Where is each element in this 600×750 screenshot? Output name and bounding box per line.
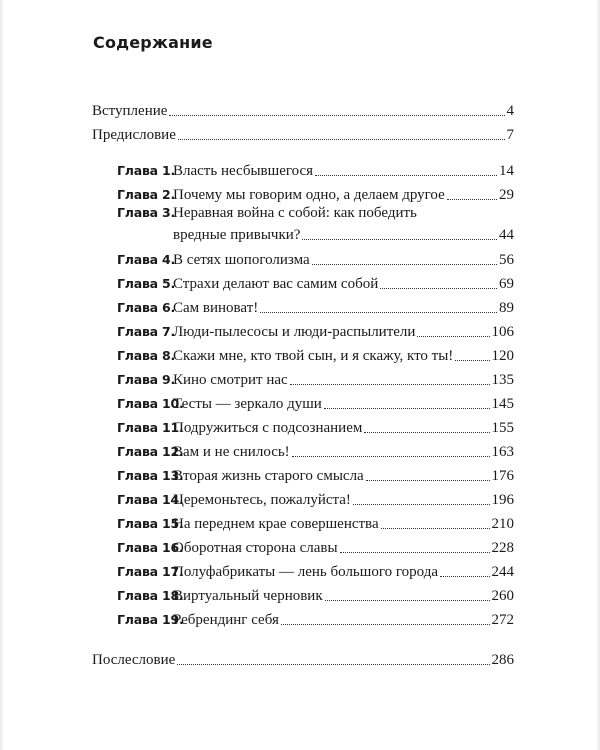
entry-page: 56: [499, 252, 514, 268]
toc-entry-chapter-3: [92, 204, 514, 245]
entry-page: 29: [499, 187, 514, 203]
chapter-title: На переднем крае совершенства: [173, 516, 379, 532]
entry-page: 89: [499, 300, 514, 316]
chapter-title: Виртуальный черновик: [173, 588, 323, 604]
toc-entry-chapter-5: [92, 269, 514, 293]
toc-entry-chapter-2: [92, 180, 514, 204]
dot-leader: [292, 456, 490, 457]
chapter-title: Почему мы говорим одно, а делаем другое: [173, 187, 445, 203]
dot-leader: [260, 312, 497, 313]
dot-leader: [455, 360, 489, 361]
chapter-label: Глава 8.: [117, 348, 176, 363]
dot-leader: [281, 624, 490, 625]
entry-page: 155: [491, 420, 514, 436]
dot-leader: [364, 432, 489, 433]
dot-leader: [290, 384, 490, 385]
dot-leader: [325, 600, 490, 601]
entry-title: Послесловие: [92, 652, 176, 668]
chapter-title: Сам виноват!: [173, 300, 259, 316]
entry-page: 44: [499, 227, 514, 243]
entry-page: 196: [491, 492, 514, 508]
chapter-title: Неравная война с собой: как победить: [173, 205, 417, 221]
dot-leader: [340, 552, 490, 553]
entry-page: 244: [491, 564, 514, 580]
chapter-title: Церемоньтесь, пожалуйста!: [173, 492, 351, 508]
entry-title: Вступление: [92, 103, 168, 119]
chapter-label: Глава 17.: [117, 564, 184, 579]
toc-entry-introduction: [92, 96, 514, 120]
toc-entry-chapter-15: [92, 509, 514, 533]
entry-page: 120: [491, 348, 514, 364]
chapter-label: Глава 7.: [117, 324, 176, 339]
entry-page: 176: [491, 468, 514, 484]
chapter-label: Глава 6.: [117, 300, 176, 315]
dot-leader: [315, 175, 497, 176]
toc-entry-chapter-16: [92, 533, 514, 557]
entry-page: 260: [491, 588, 514, 604]
toc-entry-chapter-9: [92, 365, 514, 389]
toc-entry-chapter-4: [92, 245, 514, 269]
dot-leader: [380, 288, 497, 289]
chapter-label: Глава 18.: [117, 588, 184, 603]
entry-page: 286: [491, 652, 514, 668]
toc-entry-preface: [92, 120, 514, 144]
toc-entry-chapter-13: [92, 461, 514, 485]
chapter-title: Оборотная сторона славы: [173, 540, 338, 556]
chapter-label: Глава 1.: [117, 163, 176, 178]
dot-leader: [366, 480, 490, 481]
toc-entry-chapter-17: [92, 557, 514, 581]
entry-page: 228: [491, 540, 514, 556]
entry-page: 106: [491, 324, 514, 340]
chapter-label: Глава 14.: [117, 492, 184, 507]
chapter-label: Глава 11.: [117, 420, 184, 435]
toc-entry-chapter-10: [92, 389, 514, 413]
toc-entry-chapter-18: [92, 581, 514, 605]
entry-page: 7: [506, 127, 514, 143]
dot-leader: [447, 199, 497, 200]
chapter-title: Кино смотрит нас: [173, 372, 288, 388]
entry-page: 4: [506, 103, 514, 119]
chapter-label: Глава 4.: [117, 252, 176, 267]
chapter-title: В сетях шопоголизма: [173, 252, 310, 268]
toc-entry-chapter-14: [92, 485, 514, 509]
toc-entry-chapter-7: [92, 317, 514, 341]
entry-page: 163: [491, 444, 514, 460]
dot-leader: [177, 664, 489, 665]
entry-title: Предисловие: [92, 127, 176, 143]
toc-entry-chapter-6: [92, 293, 514, 317]
entry-page: 135: [491, 372, 514, 388]
entry-page: 69: [499, 276, 514, 292]
chapter-title: Полуфабрикаты — лень большого города: [173, 564, 438, 580]
entry-page: 14: [499, 163, 514, 179]
chapter-title: Подружиться с подсознанием: [173, 420, 363, 436]
entry-page: 272: [491, 612, 514, 628]
dot-leader: [353, 504, 490, 505]
page-title: Содержание: [93, 33, 213, 52]
dot-leader: [381, 528, 490, 529]
chapter-label: Глава 10.: [117, 396, 184, 411]
chapter-title: Тесты — зеркало души: [173, 396, 322, 412]
chapter-title: Люди-пылесосы и люди-распылители: [173, 324, 416, 340]
chapter-title: Вам и не снилось!: [173, 444, 290, 460]
chapter-label: Глава 19.: [117, 612, 184, 627]
chapter-title: Ребрендинг себя: [173, 612, 279, 628]
toc-entry-chapter-19: [92, 605, 514, 629]
chapter-label: Глава 3.: [117, 205, 176, 220]
toc-entry-chapter-12: [92, 437, 514, 461]
table-of-contents: [92, 96, 514, 669]
chapter-label: Глава 16.: [117, 540, 184, 555]
toc-entry-chapter-8: [92, 341, 514, 365]
toc-entry-chapter-11: [92, 413, 514, 437]
page-edge-left: [0, 0, 4, 750]
entry-page: 145: [491, 396, 514, 412]
page-edge-right: [596, 0, 600, 750]
toc-entry-chapter-1: [92, 156, 514, 180]
dot-leader: [169, 115, 504, 116]
chapter-title: Вторая жизнь старого смысла: [173, 468, 364, 484]
chapter-label: Глава 13.: [117, 468, 184, 483]
chapter-title: Скажи мне, кто твой сын, и я скажу, кто ты!: [173, 348, 454, 364]
dot-leader: [312, 264, 497, 265]
dot-leader: [417, 336, 489, 337]
chapter-title-continued: вредные привычки?: [173, 227, 301, 243]
entry-page: 210: [491, 516, 514, 532]
chapter-label: Глава 5.: [117, 276, 176, 291]
chapter-title: Власть несбывшегося: [173, 163, 314, 179]
chapter-label: Глава 2.: [117, 187, 176, 202]
dot-leader: [440, 576, 490, 577]
chapter-label: Глава 9.: [117, 372, 176, 387]
dot-leader: [178, 139, 505, 140]
dot-leader: [302, 239, 497, 240]
chapter-label: Глава 15.: [117, 516, 184, 531]
toc-entry-afterword: [92, 645, 514, 669]
chapter-label: Глава 12.: [117, 444, 184, 459]
chapter-title: Страхи делают вас самим собой: [173, 276, 379, 292]
dot-leader: [324, 408, 490, 409]
